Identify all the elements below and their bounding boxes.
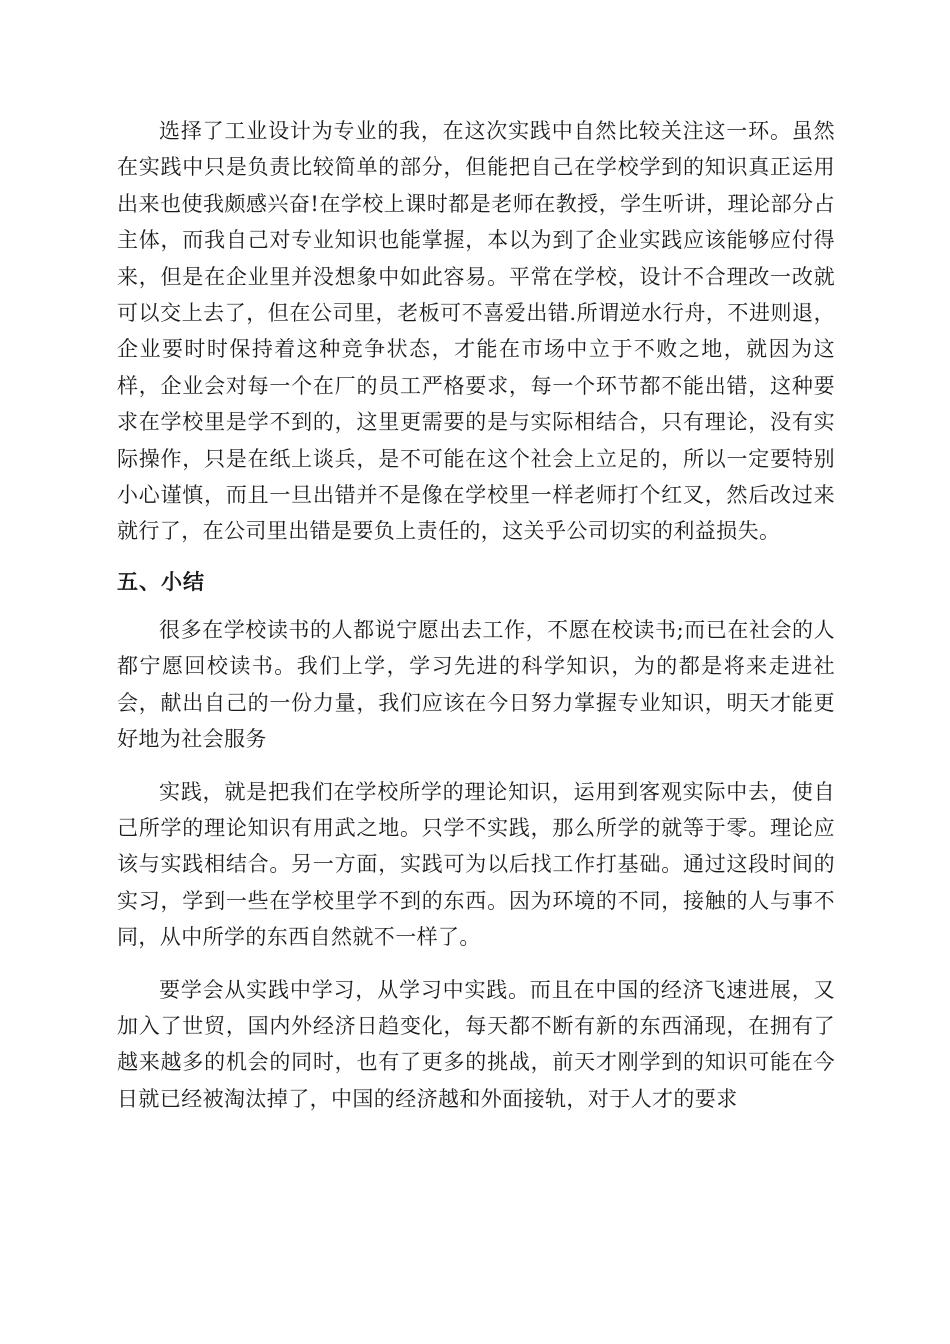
document-body bbox=[117, 113, 835, 1117]
paragraph-practice-meaning: 实践，就是把我们在学校所学的理论知识，运用到客观实际中去，使自己所学的理论知识有用武之地。只学不实践，那么所学的就等于零。理论应该与实践相结合。另一方面，实践可为以后找工作打基础。通过这段时间的实习，学到一些在学校里学不到的东西。因为环境的不同，接触的人与事不同，从中所学的东西自然就不一样了。 bbox=[117, 779, 835, 950]
paragraph-spacer bbox=[117, 956, 835, 972]
paragraph-study-vs-work: 很多在学校读书的人都说宁愿出去工作，不愿在校读书;而已在社会的人都宁愿回校读书。我们上学，学习先进的科学知识，为的都是将来走进社会，献出自己的一份力量，我们应该在今日努力掌握专业知识，明天才能更好地为社会服务 bbox=[117, 617, 835, 752]
paragraph-spacer bbox=[117, 758, 835, 774]
paragraph-learn-from-practice: 要学会从实践中学习，从学习中实践。而且在中国的经济飞速进展，又加入了世贸，国内外经济日趋变化，每天都不断有新的东西涌现，在拥有了越来越多的机会的同时，也有了更多的挑战，前天才刚学到的知识可能在今日就已经被淘汰掉了，中国的经济越和外面接轨，对于人才的要求 bbox=[117, 977, 835, 1111]
section-heading-summary: 五、小结 bbox=[117, 569, 205, 594]
paragraph-practice-experience: 选择了工业设计为专业的我，在这次实践中自然比较关注这一环。虽然在实践中只是负责比较简单的部分，但能把自己在学校学到的知识真正运用出来也使我颇感兴奋!在学校上课时都是老师在教授，学生听讲，理论部分占主体，而我自己对专业知识也能掌握，本以为到了企业实践应该能够应付得来，但是在企业里并没想象中如此容易。平常在学校，设计不合理改一改就可以交上去了，但在公司里，老板可不喜爱出错.所谓逆水行舟，不进则退，企业要时时保持着这种竞争状态，才能在市场中立于不败之地，就因为这样，企业会对每一个在厂的员工严格要求，每一个环节都不能出错，这种要求在学校里是学不到的，这里更需要的是与实际相结合，只有理论，没有实际操作，只是在纸上谈兵，是不可能在这个社会上立足的，所以一定要特别小心谨慎，而且一旦出错并不是像在学校里一样老师打个红叉，然后改过来就行了，在公司里出错是要负上责任的，这关乎公司切实的利益损失。 bbox=[117, 119, 835, 544]
